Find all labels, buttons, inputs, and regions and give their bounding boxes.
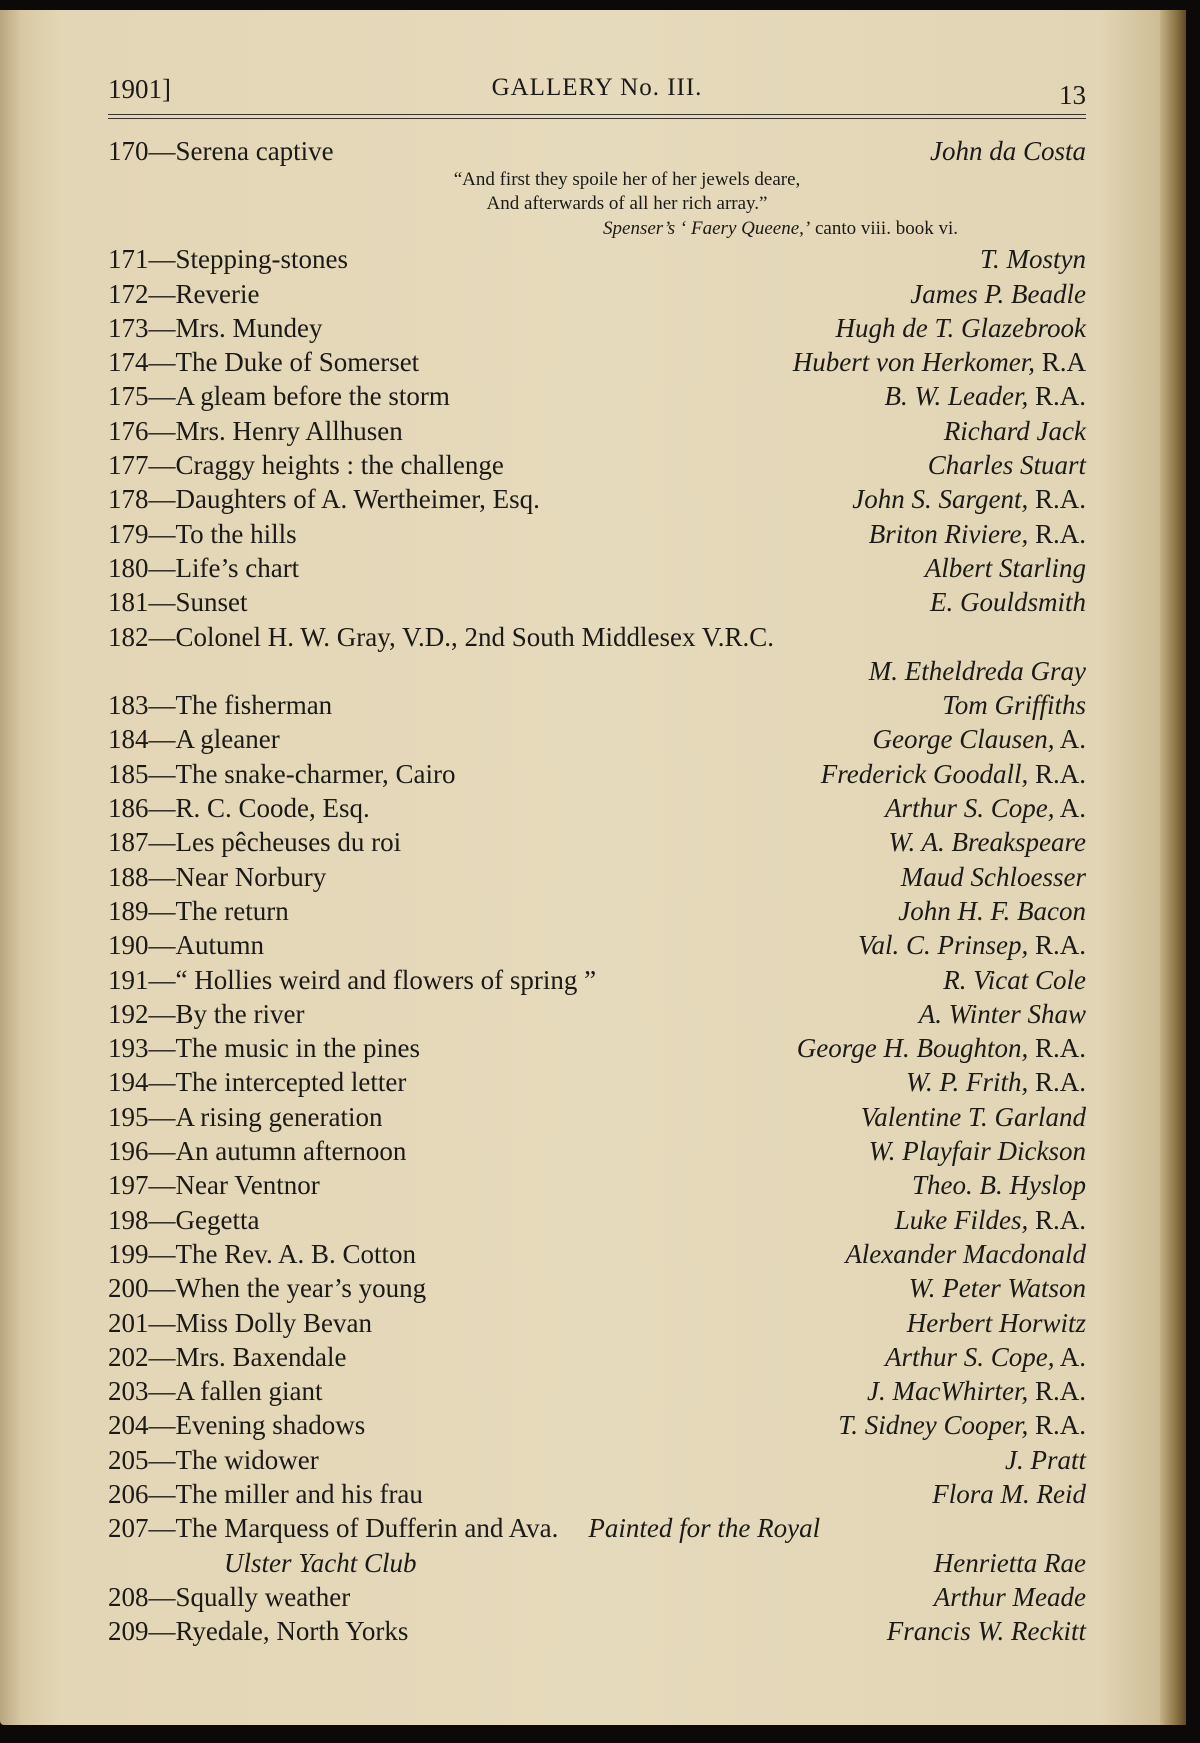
entry-dash: — [148,244,176,275]
entry-title: The intercepted letter [175,1067,407,1098]
catalogue-entry [108,757,1086,791]
artist-name: Alexander Macdonald [845,1238,1086,1269]
entry-number: 173 [108,312,149,343]
catalogue-entry [108,1306,1086,1340]
entry-number: 182 [108,621,149,652]
catalogue-entry [108,414,1086,448]
entry-dash: — [148,415,176,446]
entry-title: A rising generation [175,1101,383,1132]
catalogue-list [108,134,1086,1648]
entry-dash: — [148,1616,176,1647]
entry-number: 192 [108,998,149,1029]
entry-artist [906,1065,1086,1099]
catalogue-entry [108,894,1086,928]
artist-name: E. Gouldsmith [929,587,1086,618]
catalogue-entry [108,997,1086,1031]
entry-artist [821,757,1086,791]
catalogue-entry [108,1340,1086,1374]
entry-number: 202 [108,1341,149,1372]
entry-number: 186 [108,793,149,824]
entry-artist [930,585,1086,619]
entry-title: To the hills [175,518,297,549]
catalogue-entry [108,311,1086,345]
page-edge [1160,10,1186,1725]
entry-number: 175 [108,381,149,412]
entry-title: The snake-charmer, Cairo [175,758,456,789]
artist-suffix: R.A. [1028,1376,1086,1407]
artist-name: George H. Boughton, [796,1033,1029,1064]
catalogue-entry [108,963,1086,997]
entry-dash: — [148,278,176,309]
artist-name: George Clausen, [872,724,1055,755]
entry-title: Serena captive [175,136,334,166]
entry-dash: — [148,1307,176,1338]
entry-title: An autumn afternoon [175,1136,407,1167]
entry-title: Squally weather [175,1581,351,1612]
catalogue-entry [108,379,1086,413]
catalogue-entry [108,242,1086,276]
artist-suffix: A. [1054,793,1086,824]
catalogue-entry [108,1031,1086,1065]
catalogue-entry [108,860,1086,894]
entry-title: The music in the pines [175,1033,420,1064]
artist-name: John H. F. Bacon [898,895,1086,926]
artist-name: Hugh de T. Glazebrook [835,312,1086,343]
entry-number: 205 [108,1444,149,1475]
entry-title: Colonel H. W. Gray, V.D., 2nd South Middlesex V.R.C. [175,621,775,652]
entry-number: 183 [108,690,149,721]
entry-artist [869,654,1086,688]
entry-number: 197 [108,1170,149,1201]
entry-number: 172 [108,278,149,309]
artist-suffix: R.A. [1028,1204,1086,1235]
catalogue-entry [108,1443,1086,1477]
entry-title: “ Hollies weird and flowers of spring ” [175,964,597,995]
catalogue-entry [108,1100,1086,1134]
artist-name: Herbert Horwitz [906,1307,1086,1338]
entry-number: 199 [108,1238,149,1269]
entry-number: 207 [108,1513,149,1544]
entry-number: 191 [108,964,149,995]
artist-name: Albert Starling [924,552,1086,583]
entry-number: 174 [108,347,149,378]
entry-title: Mrs. Baxendale [175,1341,347,1372]
entry-artist [867,1374,1086,1408]
entry-artist [912,1168,1086,1202]
artist-name: James P. Beadle [910,278,1086,309]
entry-artist [852,482,1086,516]
entry-title: Near Ventnor [175,1170,320,1201]
entry-dash: — [148,518,176,549]
entry-title: A gleaner [175,724,280,755]
entry-dash: — [148,861,176,892]
entry-dash: — [148,1581,176,1612]
entry-dash: — [148,1444,176,1475]
catalogue-entry [108,1168,1086,1202]
entry-title: The Rev. A. B. Cotton [175,1238,416,1269]
entry-title: Evening shadows [175,1410,366,1441]
quote-line: “And first they spoile her of her jewels deare, [453,169,801,191]
entry-artist [942,688,1086,722]
artist-name: J. MacWhirter, [867,1376,1029,1407]
catalogue-entry [108,1134,1086,1168]
entry-title: The return [175,895,289,926]
entry-dash: — [148,998,176,1029]
entry-artist [944,414,1086,448]
running-header [108,66,1086,110]
entry-number: 188 [108,861,149,892]
entry-artist [930,134,1086,168]
entry-title: The fisherman [175,690,333,721]
catalogue-entry [108,517,1086,551]
entry-title: Ryedale, North Yorks [175,1616,409,1647]
entry-number: 195 [108,1101,149,1132]
artist-name: Flora M. Reid [932,1478,1086,1509]
entry-dash: — [148,1136,176,1167]
entry-title: By the river [175,998,305,1029]
entry-dash: — [148,621,176,652]
catalogue-entry [108,1203,1086,1237]
entry-artist [919,997,1086,1031]
entry-artist [898,894,1086,928]
entry-artist [885,1340,1086,1374]
entry-artist [901,860,1086,894]
entry-number: 187 [108,827,149,858]
entry-dash: — [148,758,176,789]
catalogue-entry [108,277,1086,311]
entry-number: 206 [108,1478,149,1509]
entry-artist [943,963,1086,997]
entry-title: Sunset [175,587,248,618]
artist-name: T. Sidney Cooper, [838,1410,1029,1441]
entry-dash: — [148,587,176,618]
entry-number: 178 [108,484,149,515]
entry-artist [884,379,1086,413]
entry-artist [889,825,1086,859]
catalogue-entry [108,1271,1086,1305]
artist-name: Tom Griffiths [942,690,1086,721]
catalogue-entry-continued [108,1546,1086,1580]
entry-number: 198 [108,1204,149,1235]
entry-number: 200 [108,1273,149,1304]
catalogue-entry [108,620,1086,654]
entry-dash: — [148,312,176,343]
entry-artist [845,1237,1086,1271]
artist-suffix: R.A. [1028,1033,1086,1064]
entry-dash: — [148,1410,176,1441]
entry-title: Miss Dolly Bevan [175,1307,373,1338]
artist-name: B. W. Leader, [884,381,1029,412]
entry-dash: — [148,690,176,721]
artist-name: A. Winter Shaw [918,998,1086,1029]
catalogue-entry [108,825,1086,859]
entry-artist [925,551,1086,585]
catalogue-entry [108,791,1086,825]
entry-artist [838,1408,1086,1442]
artist-name: W. Peter Watson [908,1273,1086,1304]
entry-artist [861,1100,1086,1134]
entry-artist [934,1546,1086,1580]
entry-number: 170 [108,136,149,166]
entry-artist [928,448,1086,482]
entry-number: 190 [108,930,149,961]
entry-artist [887,1614,1086,1648]
header-rule-second [108,118,1086,119]
entry-number: 181 [108,587,149,618]
quote-source-title: Spenser’s ‘ Faery Queene,’ [603,218,811,240]
artist-name: Francis W. Reckitt [886,1616,1086,1647]
entry-title: Life’s chart [175,552,300,583]
entry-dash: — [148,724,176,755]
artist-suffix: R.A. [1028,758,1086,789]
entry-title: The Duke of Somerset [175,347,420,378]
entry-number: 203 [108,1376,149,1407]
catalogue-entry [108,1237,1086,1271]
catalogue-entry [108,1614,1086,1648]
entry-artist [869,1134,1086,1168]
artist-name: Hubert von Herkomer, [792,347,1035,378]
quote-source [108,216,1086,242]
entry-dash: — [148,1033,176,1064]
entry-artist [836,311,1086,345]
entry-dash: — [148,1273,176,1304]
entry-dash: — [148,1478,176,1509]
entry-title: A gleam before the storm [175,381,450,412]
entry-dash: — [148,1067,176,1098]
artist-suffix: R.A. [1028,1410,1086,1441]
header-rule [108,114,1086,115]
artist-suffix: R.A. [1028,518,1086,549]
entry-title: Gegetta [175,1204,260,1235]
entry-number: 171 [108,244,149,275]
catalogue-entry [108,585,1086,619]
artist-name: M. Etheldreda Gray [868,655,1086,686]
catalogue-entry [108,345,1086,379]
entry-number: 194 [108,1067,149,1098]
artist-name: Henrietta Rae [933,1547,1086,1578]
artist-name: Arthur S. Cope, [884,793,1055,824]
entry-dash: — [148,827,176,858]
artist-suffix: R.A [1034,347,1086,378]
entry-title: Reverie [175,278,260,309]
catalogue-entry [108,1065,1086,1099]
page-number: 13 [1059,80,1086,110]
artist-name: R. Vicat Cole [943,964,1086,995]
artist-name: Briton Riviere, [868,518,1029,549]
header-title: GALLERY No. III. [491,74,703,101]
entry-artist [1005,1443,1086,1477]
artist-name: Richard Jack [943,415,1086,446]
artist-name: John da Costa [929,136,1086,166]
entry-dash: — [148,1513,176,1544]
artist-name: W. P. Frith, [905,1067,1029,1098]
entry-number: 176 [108,415,149,446]
entry-dash: — [148,1204,176,1235]
entry-artist [980,242,1086,276]
entry-dash: — [148,1341,176,1372]
catalogue-entry-continued [108,654,1086,688]
entry-title: Les pêcheuses du roi [175,827,402,858]
artist-name: John S. Sargent, [852,484,1029,515]
entry-dash: — [148,793,176,824]
entry-title: Daughters of A. Wertheimer, Esq. [175,484,540,515]
entry-title: Mrs. Mundey [175,312,323,343]
entry-artist [910,277,1086,311]
artist-suffix: R.A. [1028,1067,1086,1098]
entry-dash: — [148,930,176,961]
entry-title: R. C. Coode, Esq. [175,793,370,824]
artist-suffix: R.A. [1028,484,1086,515]
entry-dash: — [148,1376,176,1407]
catalogue-entry [108,688,1086,722]
artist-name: Arthur S. Cope, [884,1341,1055,1372]
entry-title: Near Norbury [175,861,327,892]
catalogue-entry [108,1408,1086,1442]
artist-name: J. Pratt [1005,1444,1086,1475]
entry-artist [909,1271,1086,1305]
quote-line: And afterwards of all her rich array.” [486,193,768,215]
entry-title: The Marquess of Dufferin and Ava. [175,1513,559,1544]
entry-title: When the year’s young [175,1273,427,1304]
catalogue-entry [108,1511,1086,1545]
artist-name: Charles Stuart [927,450,1086,481]
artist-name: Valentine T. Garland [860,1101,1086,1132]
entry-artist [858,928,1086,962]
entry-title: A fallen giant [175,1376,323,1407]
artist-suffix: A. [1054,1341,1086,1372]
entry-number: 180 [108,552,149,583]
entry-number: 201 [108,1307,149,1338]
catalogue-entry [108,1477,1086,1511]
entry-artist [934,1580,1086,1614]
entry-dash: — [148,450,176,481]
header-year: 1901] [108,74,171,104]
entry-artist [793,345,1086,379]
entry-number: 209 [108,1616,149,1647]
catalogue-entry [108,448,1086,482]
entry-title: Craggy heights : the challenge [175,450,504,481]
artist-name: T. Mostyn [980,244,1086,275]
entry-artist [873,722,1087,756]
artist-suffix: A. [1054,724,1086,755]
entry-title-continued: Painted for the Royal [588,1513,821,1544]
entry-number: 179 [108,518,149,549]
entry-title: Mrs. Henry Allhusen [175,415,403,446]
entry-dash: — [148,895,176,926]
entry-artist [895,1203,1086,1237]
entry-artist [885,791,1086,825]
quote-source-ref: canto viii. book vi. [810,218,958,240]
entry-artist [932,1477,1086,1511]
artist-name: W. Playfair Dickson [868,1136,1086,1167]
artist-name: Maud Schloesser [900,861,1086,892]
catalogue-entry [108,551,1086,585]
entry-title: The miller and his frau [175,1478,423,1509]
entry-dash: — [148,964,176,995]
catalogue-entry [108,722,1086,756]
catalogue-entry [108,1374,1086,1408]
entry-number: 208 [108,1581,149,1612]
entry-number: 185 [108,758,149,789]
entry-dash: — [148,381,176,412]
entry-title-line2: Ulster Yacht Club [224,1547,417,1578]
artist-name: W. A. Breakspeare [888,827,1086,858]
entry-dash: — [148,136,176,166]
entry-title: The widower [175,1444,319,1475]
entry-dash: — [148,484,176,515]
artist-suffix: R.A. [1028,381,1086,412]
artist-name: Arthur Meade [933,1581,1086,1612]
artist-name: Frederick Goodall, [820,758,1029,789]
entry-dash: — [148,1101,176,1132]
entry-dash: — [148,1170,176,1201]
entry-number: 184 [108,724,149,755]
entry-number: 196 [108,1136,149,1167]
artist-name: Luke Fildes, [894,1204,1029,1235]
entry-dash: — [148,552,176,583]
entry-number: 204 [108,1410,149,1441]
entry-dash: — [148,347,176,378]
entry-number: 193 [108,1033,149,1064]
catalogue-entry [108,1580,1086,1614]
catalogue-entry [108,482,1086,516]
entry-title: Stepping-stones [175,244,348,275]
catalogue-entry [108,928,1086,962]
entry-number: 177 [108,450,149,481]
entry-artist [869,517,1086,551]
artist-name: Val. C. Prinsep, [857,930,1029,961]
artist-suffix: R.A. [1028,930,1086,961]
entry-artist [907,1306,1086,1340]
entry-number: 189 [108,895,149,926]
catalogue-entry [108,134,1086,168]
entry-dash: — [148,1238,176,1269]
entry-artist [797,1031,1086,1065]
entry-title: Autumn [175,930,265,961]
artist-name: Theo. B. Hyslop [912,1170,1086,1201]
